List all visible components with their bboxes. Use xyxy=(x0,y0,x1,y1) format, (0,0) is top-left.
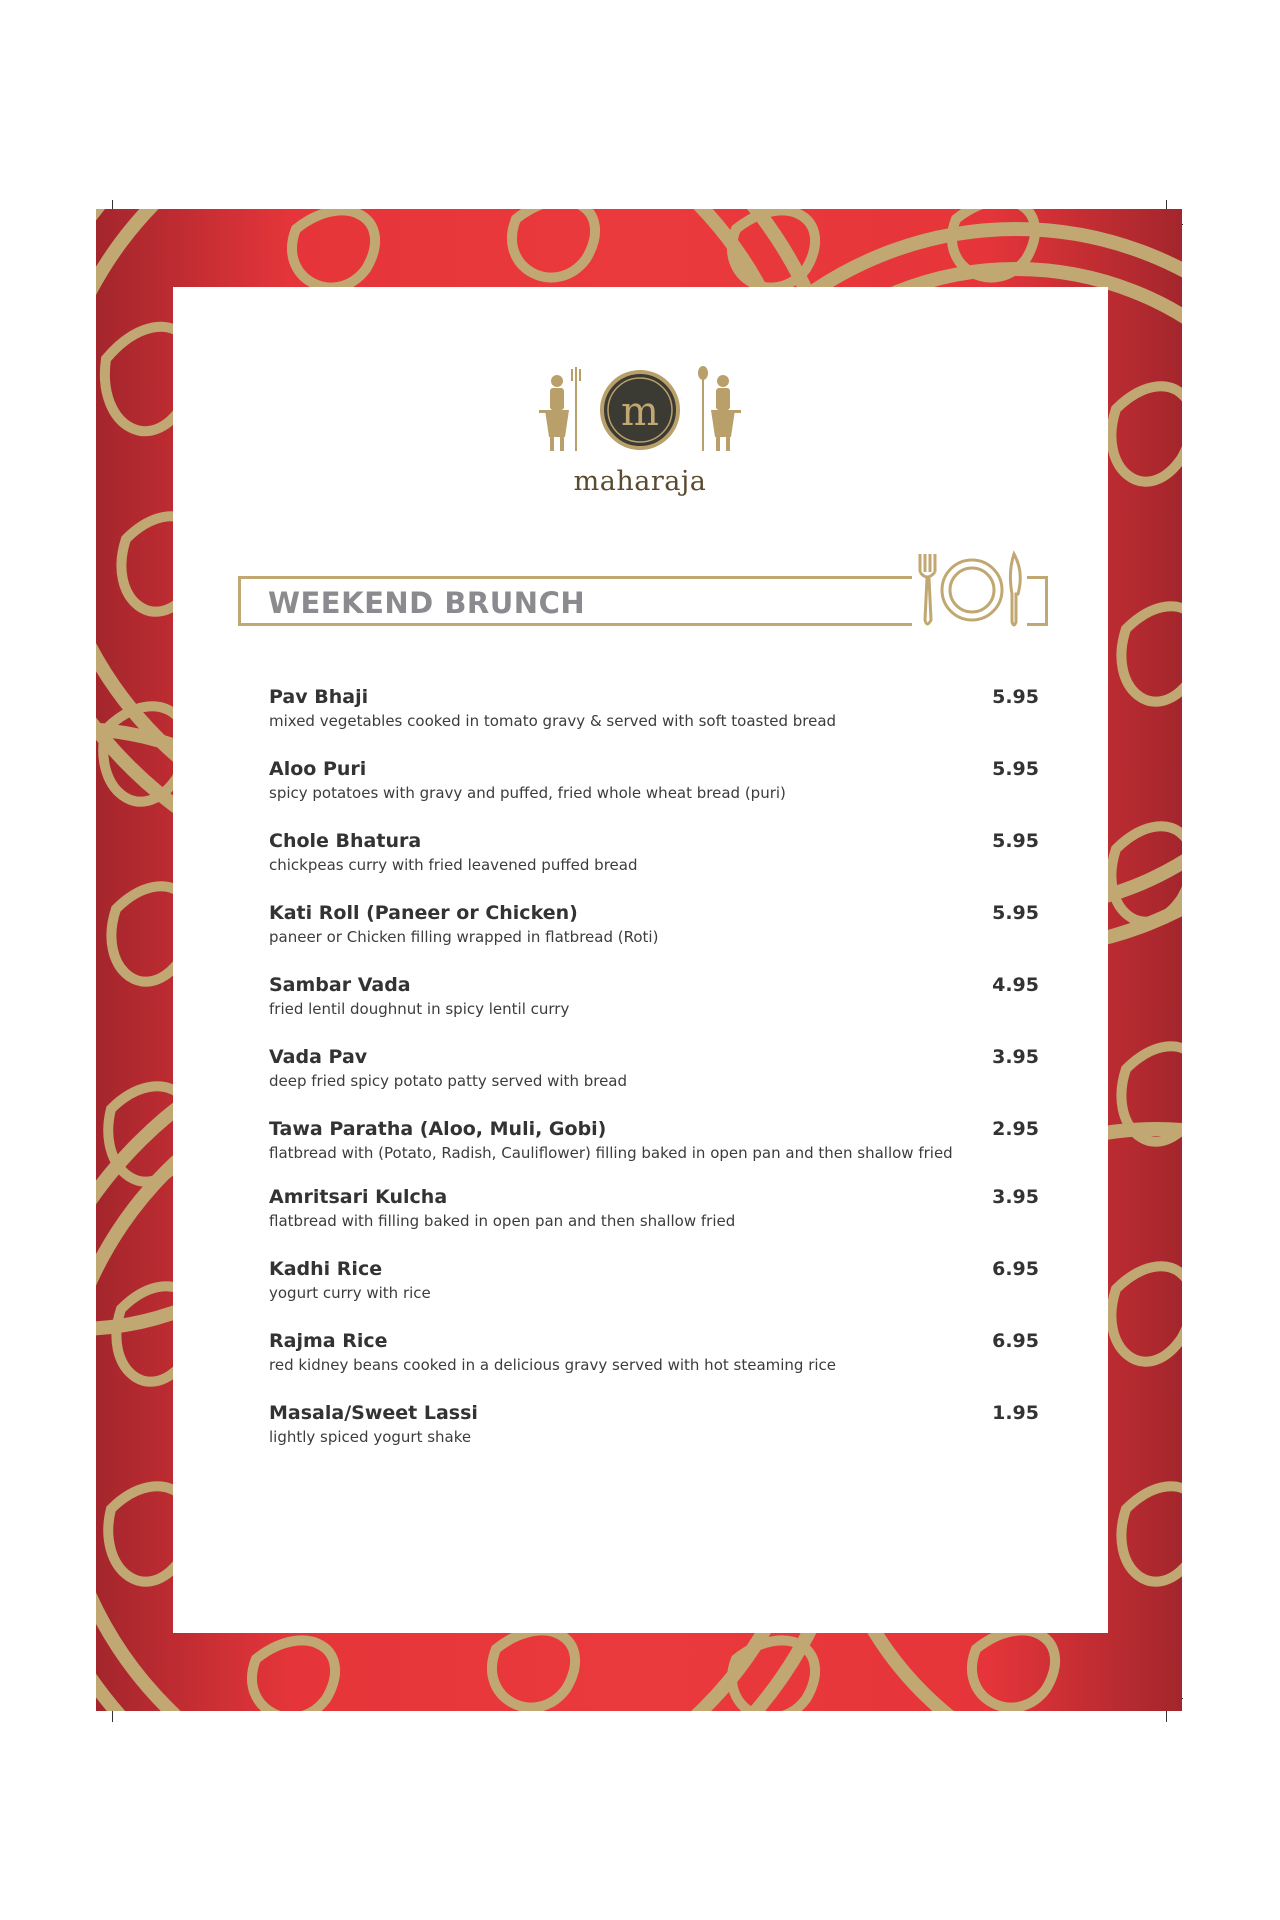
monogram: m xyxy=(621,389,659,435)
item-price: 5.95 xyxy=(992,830,1039,852)
item-description: red kidney beans cooked in a delicious gravy served with hot steaming rice xyxy=(269,1356,837,1374)
chef-figure-left-icon xyxy=(539,367,580,451)
item-description: paneer or Chicken filling wrapped in flatbread (Roti) xyxy=(269,928,659,946)
item-price: 5.95 xyxy=(992,686,1039,708)
item-price: 6.95 xyxy=(992,1330,1039,1352)
item-price: 6.95 xyxy=(992,1258,1039,1280)
item-name: Pav Bhaji xyxy=(269,686,369,708)
brand-name: maharaja xyxy=(573,466,707,497)
item-description: yogurt curry with rice xyxy=(269,1284,431,1302)
item-name: Sambar Vada xyxy=(269,974,411,996)
item-description: flatbread with (Potato, Radish, Cauliflower) filling baked in open pan and then shallow fried xyxy=(269,1144,953,1162)
item-name: Amritsari Kulcha xyxy=(269,1186,448,1208)
item-name: Vada Pav xyxy=(269,1046,368,1068)
plate-cutlery-icon xyxy=(912,548,1027,630)
item-name: Rajma Rice xyxy=(269,1330,388,1352)
item-name: Kadhi Rice xyxy=(269,1258,383,1280)
item-description: chickpeas curry with fried leavened puffed bread xyxy=(269,856,638,874)
item-price: 3.95 xyxy=(992,1186,1039,1208)
item-name: Tawa Paratha (Aloo, Muli, Gobi) xyxy=(269,1118,607,1140)
item-name: Masala/Sweet Lassi xyxy=(269,1402,478,1424)
item-price: 4.95 xyxy=(992,974,1039,996)
chef-figure-right-icon xyxy=(698,366,741,451)
item-price: 5.95 xyxy=(992,902,1039,924)
item-name: Aloo Puri xyxy=(269,758,367,780)
item-description: mixed vegetables cooked in tomato gravy & served with soft toasted bread xyxy=(269,712,837,730)
item-description: lightly spiced yogurt shake xyxy=(269,1428,472,1446)
item-name: Kati Roll (Paneer or Chicken) xyxy=(269,902,578,924)
item-price: 2.95 xyxy=(992,1118,1039,1140)
item-price: 3.95 xyxy=(992,1046,1039,1068)
item-description: flatbread with filling baked in open pan and then shallow fried xyxy=(269,1212,736,1230)
menu-title: WEEKEND BRUNCH xyxy=(268,586,586,620)
item-name: Chole Bhatura xyxy=(269,830,422,852)
item-description: fried lentil doughnut in spicy lentil curry xyxy=(269,1000,570,1018)
item-price: 5.95 xyxy=(992,758,1039,780)
item-description: deep fried spicy potato patty served with bread xyxy=(269,1072,628,1090)
item-description: spicy potatoes with gravy and puffed, fried whole wheat bread (puri) xyxy=(269,784,786,802)
item-price: 1.95 xyxy=(992,1402,1039,1424)
